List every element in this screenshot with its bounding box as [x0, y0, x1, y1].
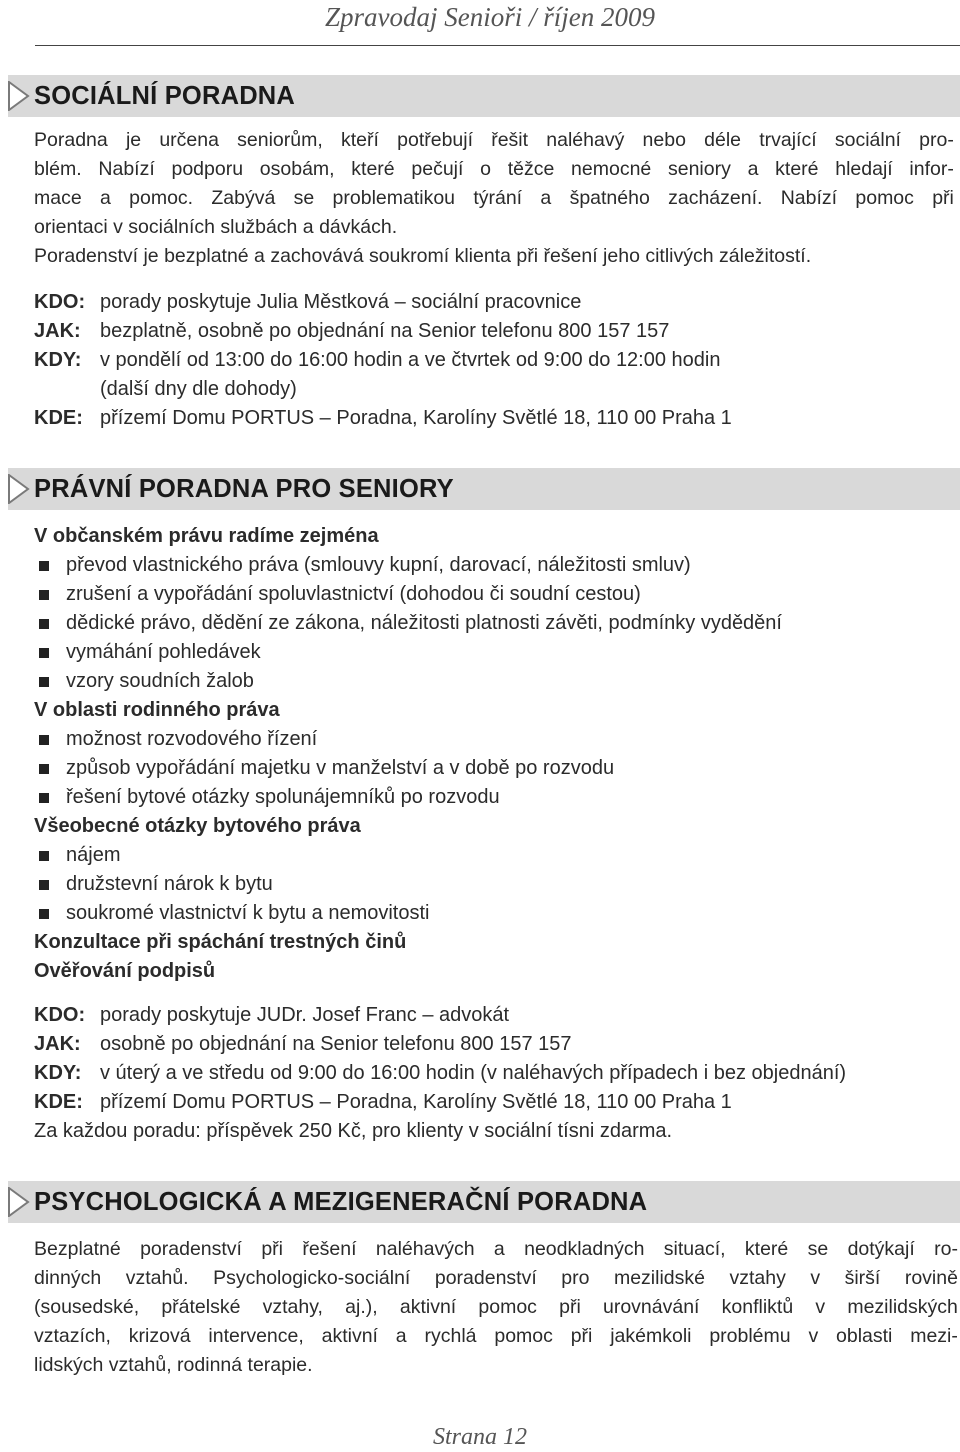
section-header-social [8, 75, 960, 117]
list-heading: V občanském právu radíme zejména [34, 525, 379, 547]
list-heading: Konzultace při spáchání trestných činů [34, 931, 407, 953]
list-heading: Ověřování podpisů [34, 960, 216, 982]
arrow-icon [8, 81, 30, 111]
info-when-extra: (další dny dle dohody) [100, 378, 297, 400]
info-when: KDY: v pondělí od 13:00 do 16:00 hodin a ve čtvrtek od 9:00 do 12:00 hodin [34, 349, 721, 371]
section-title: PSYCHOLOGICKÁ A MEZIGENERAČNÍ PORADNA [34, 1188, 648, 1216]
list-heading: V oblasti rodinného práva [34, 699, 280, 721]
arrow-icon [8, 1187, 30, 1217]
text-line: (sousedské, přátelské vztahy, aj.), aktivní pomoc při urovnávání konfliktů v mezilidských [34, 1296, 958, 1318]
text-line: lidských vztahů, rodinná terapie. [34, 1354, 313, 1376]
section-paragraph [34, 1235, 958, 1380]
list-item: dědické právo, dědění ze zákona, náležitosti platnosti závěti, podmínky vydědění [34, 609, 782, 638]
list-item: převod vlastnického práva (smlouvy kupní, darovací, náležitosti smluv) [34, 551, 782, 580]
newsletter-title: Zpravodaj Senioři / říjen 2009 [325, 2, 655, 32]
text-line: vztazích, krizová intervence, aktivní a rychlá pomoc při jakémkoli problému v oblasti mezi- [34, 1325, 958, 1347]
header-divider [35, 45, 960, 46]
info-how: JAK: bezplatně, osobně po objednání na Senior telefonu 800 157 157 [34, 320, 670, 342]
list-item: vzory soudních žalob [34, 667, 782, 696]
page-number: Strana 12 [432, 1424, 527, 1450]
text-line: Bezplatné poradenství při řešení naléhavých a neodkladných situací, které se dotýkají ro- [34, 1238, 958, 1260]
section-title: SOCIÁLNÍ PORADNA [34, 82, 296, 110]
text-line: blém. Nabízí podporu osobám, které pečují o těžce nemocné seniory a které hledají infor- [34, 158, 954, 180]
info-who: KDO: porady poskytuje Julia Městková – sociální pracovnice [34, 291, 582, 313]
text-line: Poradna je určena seniorům, kteří potřebují řešit naléhavý nebo déle trvající sociální pro- [34, 129, 954, 151]
info-fee: Za každou poradu: příspěvek 250 Kč, pro klienty v sociální tísni zdarma. [34, 1120, 673, 1142]
list-item: nájem [34, 841, 782, 870]
text-line: mace a pomoc. Zabývá se problematikou týrání a špatného zacházení. Nabízí pomoc při [34, 187, 954, 209]
arrow-icon [8, 474, 30, 504]
info-when: KDY: v úterý a ve středu od 9:00 do 16:00 hodin (v naléhavých případech i bez objednání) [34, 1062, 847, 1084]
list-heading: Všeobecné otázky bytového práva [34, 815, 361, 837]
section-title: PRÁVNÍ PORADNA PRO SENIORY [34, 475, 454, 503]
info-how: JAK: osobně po objednání na Senior telefonu 800 157 157 [34, 1033, 572, 1055]
section-header-psychological [8, 1181, 960, 1223]
list-item: zrušení a vypořádání spoluvlastnictví (dohodou či soudní cestou) [34, 580, 782, 609]
info-who: KDO: porady poskytuje JUDr. Josef Franc – advokát [34, 1004, 510, 1026]
list-item: soukromé vlastnictví k bytu a nemovitosti [34, 899, 782, 928]
text-line: dinných vztahů. Psychologicko-sociální poradenství pro mezilidské vztahy v širší rovině [34, 1267, 958, 1289]
section-paragraph [34, 126, 954, 271]
text-line: Poradenství je bezplatné a zachovává soukromí klienta při řešení jeho citlivých záležitostí. [34, 245, 812, 267]
legal-topics-list [34, 522, 782, 986]
list-item: vymáhání pohledávek [34, 638, 782, 667]
list-item: možnost rozvodového řízení [34, 725, 782, 754]
text-line: orientaci v sociálních službách a dávkách. [34, 216, 398, 238]
list-item: družstevní nárok k bytu [34, 870, 782, 899]
section-header-legal [8, 468, 960, 510]
info-where: KDE: přízemí Domu PORTUS – Poradna, Karolíny Světlé 18, 110 00 Praha 1 [34, 1091, 732, 1113]
list-item: řešení bytové otázky spolunájemníků po rozvodu [34, 783, 782, 812]
list-item: způsob vypořádání majetku v manželství a v době po rozvodu [34, 754, 782, 783]
info-where: KDE: přízemí Domu PORTUS – Poradna, Karolíny Světlé 18, 110 00 Praha 1 [34, 407, 732, 429]
